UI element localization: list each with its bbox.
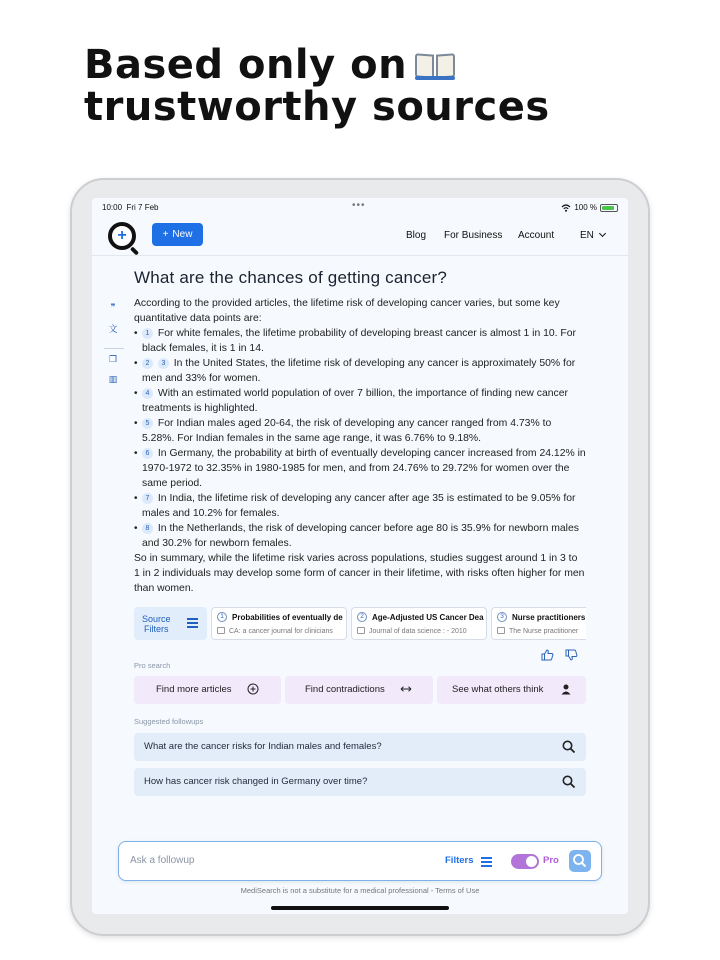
citation-badge[interactable]: 3 (158, 358, 169, 369)
source-journal: Journal of data science : - 2010 (369, 628, 467, 635)
person-icon (560, 683, 572, 695)
citation-badge[interactable]: 7 (142, 493, 153, 504)
answer-bullet (134, 521, 586, 551)
source-number: 1 (217, 612, 227, 622)
top-navigation (92, 220, 628, 256)
citation-badge[interactable]: 8 (142, 523, 153, 534)
open-book-icon (415, 50, 455, 80)
source-title: Age-Adjusted US Cancer Dea (372, 613, 484, 622)
arrows-left-right-icon (400, 683, 412, 695)
source-journal: CA: a cancer journal for clinicians (229, 628, 333, 635)
answer-summary: So in summary, while the lifetime risk varies across populations, studies suggest around 1 in 3 to 1 in 2 individuals may develop some form of cancer in their lifetime, with risks often higher for men than women. (134, 553, 585, 594)
filters-button[interactable]: Filters (445, 855, 474, 866)
ask-followup-input[interactable]: Ask a followup (130, 855, 195, 866)
sliders-icon[interactable] (481, 856, 492, 867)
read-icon[interactable]: ▥ (108, 374, 118, 384)
journal-icon (357, 627, 365, 634)
search-icon (562, 775, 576, 789)
status-date: Fri 7 Feb (126, 203, 159, 212)
sliders-icon (187, 617, 198, 628)
status-time: 10:00 (102, 203, 123, 212)
wifi-icon (561, 204, 571, 212)
bullet-text: In India, the lifetime risk of developing any cancer after age 35 is estimated to be 9.05% for males and 10.2% for females. (142, 493, 576, 519)
source-filters-label-2: Filters (144, 624, 169, 634)
citation-badge[interactable]: 6 (142, 448, 153, 459)
answer-panel (134, 268, 586, 596)
citation-badge[interactable]: 1 (142, 328, 153, 339)
nav-link-for-business[interactable]: For Business (444, 230, 503, 241)
answer-bullet (134, 386, 586, 416)
bullet-text: In Germany, the probability at birth of eventually developing cancer increased from 24.12% in 1970-1972 to 32.35% in 1980-1985 for men, and from 24.76% to 29.72% for women over the same period. (142, 448, 586, 489)
citation-badge[interactable]: 2 (142, 358, 153, 369)
answer-bullet (134, 446, 586, 491)
followup-text: What are the cancer risks for Indian males and females? (144, 741, 382, 752)
plus-circle-icon (247, 683, 259, 695)
find-more-articles-button[interactable] (134, 676, 281, 704)
bullet-text: In the United States, the lifetime risk of developing any cancer is approximately 50% for men and 33% for women. (142, 358, 576, 384)
sources-strip (134, 607, 586, 640)
search-icon (569, 850, 591, 872)
source-number: 3 (497, 612, 507, 622)
question-title: What are the chances of getting cancer? (134, 268, 448, 287)
pro-button-label: Find more articles (156, 684, 232, 695)
language-selector[interactable] (580, 230, 605, 241)
disclaimer-text: MediSearch is not a substitute for a medical professional - Terms of Use (240, 886, 480, 895)
pro-toggle[interactable] (511, 854, 539, 869)
answer-bullet (134, 416, 586, 446)
source-card[interactable] (491, 607, 586, 640)
source-title: Nurse practitioners (512, 613, 586, 622)
thumbs-up-icon[interactable] (541, 648, 554, 660)
nav-link-account[interactable]: Account (518, 230, 555, 241)
language-code: EN (580, 230, 594, 241)
home-indicator[interactable] (271, 906, 449, 910)
answer-intro: According to the provided articles, the lifetime risk of developing cancer varies, but some key quantitative data points are: (134, 298, 560, 324)
bullet-text: In the Netherlands, the risk of developing cancer before age 80 is 35.9% for newborn males and 30.2% for newborn females. (142, 523, 579, 549)
citation-badge[interactable]: 4 (142, 388, 153, 399)
battery-percent: 100 % (574, 203, 597, 212)
pro-button-label: Find contradictions (305, 684, 385, 695)
followup-suggestion[interactable] (134, 733, 586, 761)
pro-toggle-label: Pro (543, 855, 559, 866)
see-what-others-think-button[interactable] (437, 676, 586, 704)
battery-icon (600, 204, 618, 212)
pro-button-label: See what others think (452, 684, 544, 695)
pro-search-label: Pro search (134, 661, 171, 670)
side-toolbar-divider (104, 348, 124, 349)
journal-icon (497, 627, 505, 634)
submit-search-button[interactable] (569, 850, 591, 872)
marketing-headline (84, 44, 550, 128)
source-card[interactable] (211, 607, 347, 640)
feedback-buttons (541, 648, 581, 662)
new-button-label: New (172, 229, 193, 240)
find-contradictions-button[interactable] (285, 676, 433, 704)
headline-line-1: Based only on (84, 42, 408, 88)
ask-followup-bar (118, 841, 602, 881)
bullet-text: For Indian males aged 20-64, the risk of developing any cancer ranged from 4.73% to 5.28%. For Indian females in the same age range, it was 6.76% to 9.18%. (142, 418, 552, 444)
journal-icon (217, 627, 225, 634)
answer-bullet (134, 491, 586, 521)
followup-text: How has cancer risk changed in Germany over time? (144, 776, 368, 787)
citation-badge[interactable]: 5 (142, 418, 153, 429)
translate-icon[interactable]: 文 (108, 324, 118, 334)
source-filters-label-1: Source (142, 614, 171, 624)
suggested-followups-label: Suggested followups (134, 717, 204, 726)
chevron-down-icon (599, 230, 606, 237)
copy-icon[interactable]: ❐ (108, 354, 118, 364)
source-title: Probabilities of eventually de (232, 613, 343, 622)
source-filters-button[interactable] (134, 607, 207, 640)
headline-line-2: trustworthy sources (84, 84, 550, 130)
multitasking-dots[interactable]: ••• (352, 200, 366, 211)
new-chat-button[interactable] (152, 223, 203, 246)
bullet-text: For white females, the lifetime probability of developing breast cancer is almost 1 in 10. For black females, it is 1 in 14. (142, 328, 577, 354)
plus-icon: + (162, 229, 169, 240)
search-icon (562, 740, 576, 754)
source-number: 2 (357, 612, 367, 622)
app-screen (92, 198, 628, 914)
answer-bullet (134, 356, 586, 386)
nav-link-blog[interactable]: Blog (406, 230, 427, 241)
thumbs-down-icon[interactable] (565, 648, 578, 660)
source-card[interactable] (351, 607, 487, 640)
status-bar (92, 198, 628, 216)
quote-icon[interactable]: ❞ (110, 302, 116, 312)
source-journal: The Nurse practitioner (509, 628, 579, 635)
medisearch-logo-icon[interactable]: + (108, 222, 136, 250)
followup-suggestion[interactable] (134, 768, 586, 796)
answer-bullet (134, 326, 586, 356)
bullet-text: With an estimated world population of over 7 billion, the importance of finding new cancer treatments is highlighted. (142, 388, 568, 414)
